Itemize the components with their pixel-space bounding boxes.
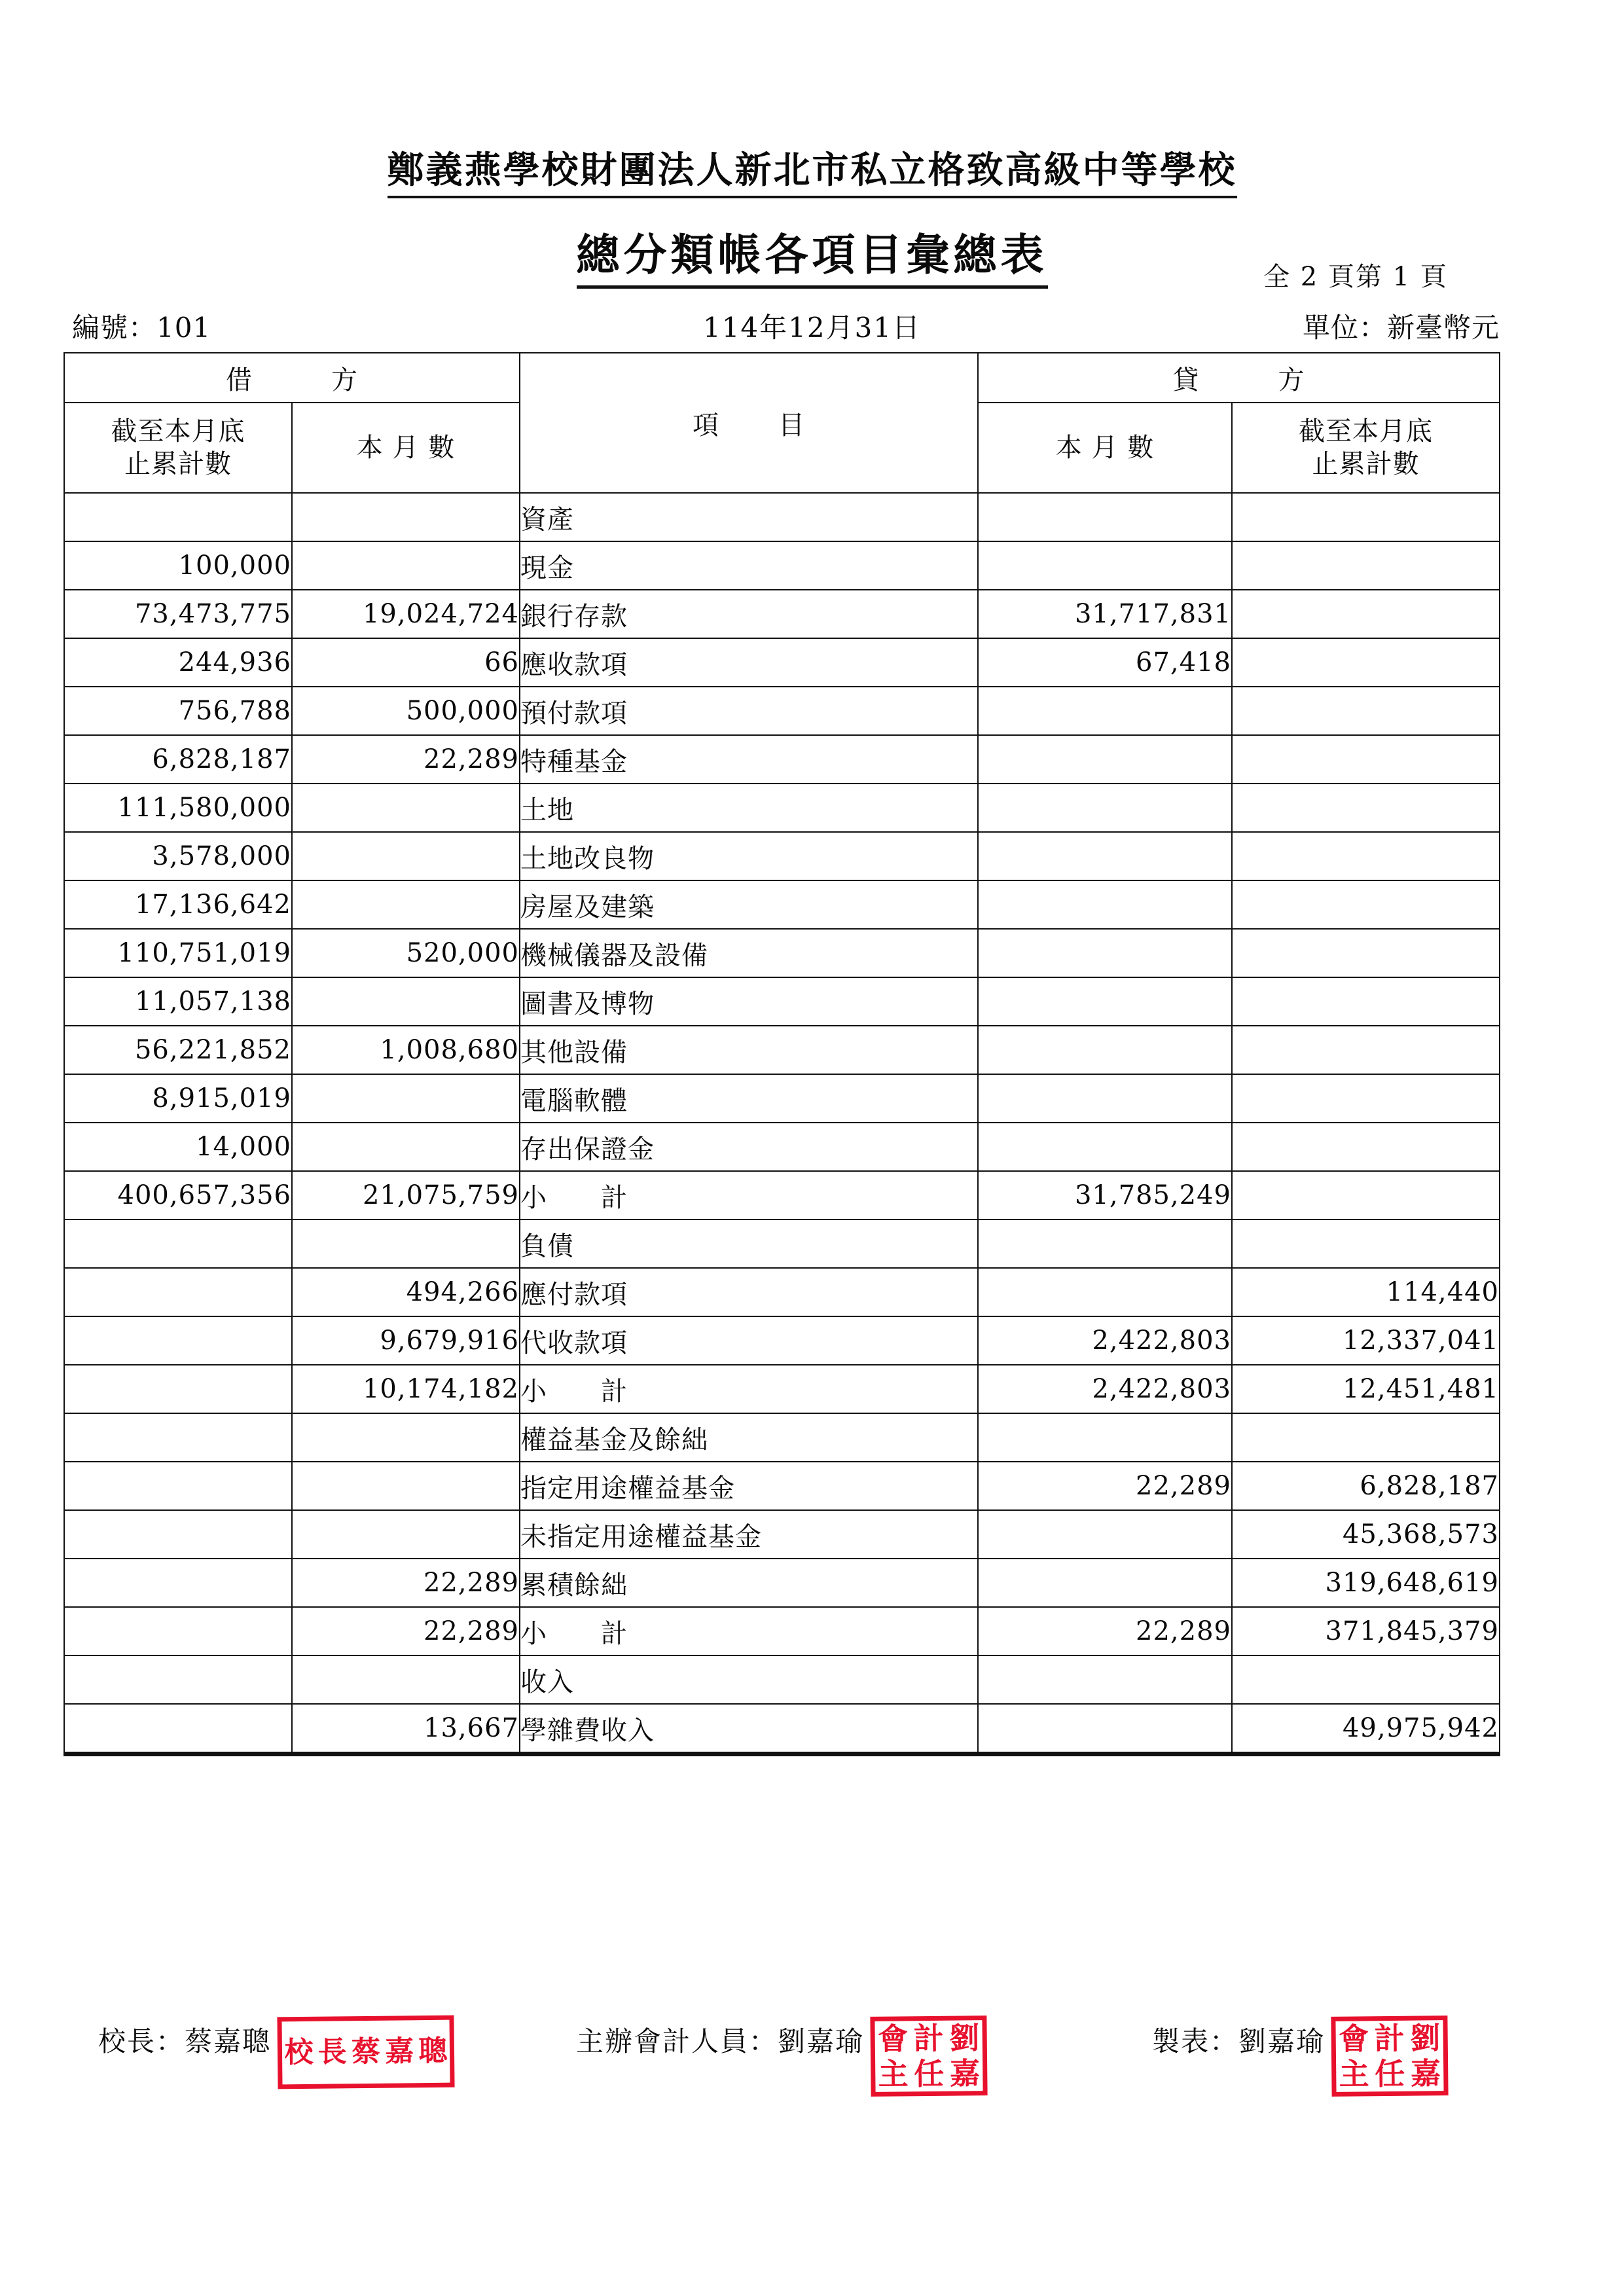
cell-credit-cumulative: 12,337,041: [1232, 1316, 1500, 1365]
seal-char: 劉: [949, 2020, 980, 2056]
form-code: 編號：101: [72, 312, 211, 344]
cell-credit-month: 31,785,249: [978, 1171, 1232, 1220]
table-row: [64, 638, 1500, 687]
cell-item-name: 特種基金: [520, 735, 978, 784]
debit-label: 借: [226, 365, 253, 395]
cell-credit-cumulative: [1232, 687, 1500, 735]
cell-credit-month: [978, 1268, 1232, 1316]
cell-credit-cumulative: [1232, 1655, 1500, 1704]
preparer-label: 製表：劉嘉瑜: [1152, 2025, 1326, 2057]
table-body: [64, 493, 1500, 1754]
cell-credit-cumulative: 114,440: [1232, 1268, 1500, 1316]
cell-item-name: 土地改良物: [520, 832, 978, 880]
cell-debit-cumulative: [64, 1268, 292, 1316]
table-row: [64, 1704, 1500, 1754]
table-row: [64, 1171, 1500, 1220]
cell-debit-cumulative: 100,000: [64, 541, 292, 590]
cell-credit-cumulative: 45,368,573: [1232, 1510, 1500, 1559]
credit-cum-line1: 截至本月底: [1299, 416, 1433, 446]
signature-principal: [98, 2016, 454, 2088]
item-label-2: 目: [778, 410, 805, 441]
cell-credit-month: 2,422,803: [978, 1316, 1232, 1365]
cell-credit-month: 22,289: [978, 1462, 1232, 1510]
table-row: [64, 1268, 1500, 1316]
cell-debit-month: 22,289: [292, 735, 520, 784]
credit-label-2: 方: [1278, 365, 1305, 395]
table-row: [64, 1365, 1500, 1413]
cell-debit-month: [292, 977, 520, 1026]
cell-item-name: 預付款項: [520, 687, 978, 735]
seal-char: 長: [317, 2035, 348, 2069]
column-group-credit: [978, 353, 1500, 403]
cell-credit-cumulative: 6,828,187: [1232, 1462, 1500, 1510]
principal-seal-stamp: [277, 2015, 454, 2089]
ledger-table-container: [63, 352, 1499, 1756]
cell-debit-cumulative: [64, 1655, 292, 1704]
cell-credit-month: [978, 493, 1232, 541]
seal-char: 任: [914, 2055, 945, 2092]
page-count: 全 2 頁第 1 頁: [1263, 262, 1448, 292]
table-row: [64, 493, 1500, 541]
ledger-table: [63, 352, 1500, 1756]
cell-debit-cumulative: 56,221,852: [64, 1026, 292, 1074]
cell-debit-cumulative: 110,751,019: [64, 929, 292, 977]
cell-item-name: 應收款項: [520, 638, 978, 687]
cell-debit-month: 19,024,724: [292, 590, 520, 638]
table-row: [64, 1220, 1500, 1268]
seal-char: 聰: [418, 2034, 448, 2069]
cell-credit-month: [978, 929, 1232, 977]
cell-credit-month: [978, 1655, 1232, 1704]
column-header-debit-cumulative: [64, 403, 292, 493]
cell-credit-month: [978, 735, 1232, 784]
cell-item-name: 電腦軟體: [520, 1074, 978, 1123]
table-row: [64, 735, 1500, 784]
seal-char: 會: [1338, 2021, 1369, 2057]
cell-item-subtotal: 小 計: [520, 1171, 978, 1220]
principal-label: 校長：蔡嘉聰: [98, 2025, 272, 2057]
cell-credit-month: [978, 687, 1232, 735]
cell-item-name: 土地: [520, 784, 978, 832]
seal-char: 嘉: [1410, 2055, 1441, 2091]
table-row: [64, 1607, 1500, 1655]
signature-row: [0, 2016, 1624, 2186]
cell-credit-month: [978, 1704, 1232, 1754]
cell-item-subtotal: 小 計: [520, 1607, 978, 1655]
cell-credit-month: [978, 977, 1232, 1026]
cell-credit-cumulative: [1232, 493, 1500, 541]
column-header-credit-cumulative: [1232, 403, 1500, 493]
cell-debit-month: 9,679,916: [292, 1316, 520, 1365]
debit-cum-line2: 止累計數: [124, 449, 232, 479]
cell-credit-month: 67,418: [978, 638, 1232, 687]
cell-debit-cumulative: [64, 1559, 292, 1607]
seal-char: 劉: [1410, 2020, 1441, 2056]
cell-credit-cumulative: [1232, 541, 1500, 590]
cell-debit-cumulative: [64, 1220, 292, 1268]
seal-char: 計: [913, 2020, 944, 2057]
cell-debit-cumulative: 3,578,000: [64, 832, 292, 880]
accountant-seal-stamp: [870, 2015, 987, 2097]
cell-credit-cumulative: [1232, 638, 1500, 687]
cell-credit-month: 31,717,831: [978, 590, 1232, 638]
cell-credit-month: [978, 832, 1232, 880]
cell-credit-cumulative: 319,648,619: [1232, 1559, 1500, 1607]
table-row: [64, 541, 1500, 590]
cell-item-subtotal: 小 計: [520, 1365, 978, 1413]
table-row: [64, 1123, 1500, 1171]
cell-item-name: 應付款項: [520, 1268, 978, 1316]
cell-debit-month: [292, 493, 520, 541]
cell-credit-cumulative: [1232, 735, 1500, 784]
table-row: [64, 1074, 1500, 1123]
cell-debit-cumulative: 400,657,356: [64, 1171, 292, 1220]
cell-debit-cumulative: 244,936: [64, 638, 292, 687]
cell-debit-month: [292, 1655, 520, 1704]
cell-credit-cumulative: [1232, 832, 1500, 880]
table-row: [64, 784, 1500, 832]
cell-debit-cumulative: 17,136,642: [64, 880, 292, 929]
cell-item-name: 銀行存款: [520, 590, 978, 638]
item-label-1: 項: [693, 410, 719, 441]
seal-char: 嘉: [949, 2055, 981, 2091]
credit-cum-line2: 止累計數: [1312, 449, 1420, 479]
cell-debit-cumulative: 8,915,019: [64, 1074, 292, 1123]
cell-item-name: 負債: [520, 1220, 978, 1268]
cell-debit-cumulative: [64, 1413, 292, 1462]
cell-credit-month: [978, 880, 1232, 929]
seal-char: 主: [1339, 2056, 1369, 2092]
cell-debit-month: 22,289: [292, 1559, 520, 1607]
meta-row: [0, 306, 1624, 346]
cell-debit-cumulative: [64, 1462, 292, 1510]
cell-debit-cumulative: 11,057,138: [64, 977, 292, 1026]
cell-debit-cumulative: [64, 1607, 292, 1655]
organization-title-text: 鄭義燕學校財團法人新北市私立格致高級中等學校: [388, 149, 1237, 198]
cell-debit-month: 21,075,759: [292, 1171, 520, 1220]
cell-credit-month: [978, 1123, 1232, 1171]
cell-credit-month: 2,422,803: [978, 1365, 1232, 1413]
table-row: [64, 687, 1500, 735]
cell-credit-cumulative: 12,451,481: [1232, 1365, 1500, 1413]
currency-unit: 單位：新臺幣元: [1302, 312, 1500, 344]
cell-item-name: 累積餘絀: [520, 1559, 978, 1607]
cell-debit-month: 13,667: [292, 1704, 520, 1754]
cell-credit-month: [978, 1026, 1232, 1074]
cell-debit-cumulative: [64, 1365, 292, 1413]
report-date: 114年12月31日: [702, 312, 922, 344]
cell-item-name: 學雜費收入: [520, 1704, 978, 1754]
cell-debit-month: 1,008,680: [292, 1026, 520, 1074]
table-row: [64, 929, 1500, 977]
table-header-group-row: [64, 353, 1500, 403]
cell-credit-cumulative: [1232, 1123, 1500, 1171]
cell-credit-cumulative: 371,845,379: [1232, 1607, 1500, 1655]
cell-debit-month: [292, 880, 520, 929]
seal-char: 會: [877, 2021, 909, 2057]
cell-debit-month: [292, 1462, 520, 1510]
table-row: [64, 1462, 1500, 1510]
table-row: [64, 977, 1500, 1026]
cell-debit-month: 500,000: [292, 687, 520, 735]
cell-debit-month: 22,289: [292, 1607, 520, 1655]
cell-item-name: 未指定用途權益基金: [520, 1510, 978, 1559]
cell-item-name: 權益基金及餘絀: [520, 1413, 978, 1462]
cell-debit-month: [292, 541, 520, 590]
cell-debit-month: 520,000: [292, 929, 520, 977]
cell-item-name: 房屋及建築: [520, 880, 978, 929]
cell-debit-cumulative: 14,000: [64, 1123, 292, 1171]
cell-credit-month: [978, 1559, 1232, 1607]
cell-credit-cumulative: [1232, 1026, 1500, 1074]
seal-char: 蔡: [351, 2034, 381, 2069]
table-row: [64, 1026, 1500, 1074]
cell-credit-cumulative: [1232, 880, 1500, 929]
cell-credit-month: [978, 1220, 1232, 1268]
organization-title: [0, 141, 1624, 194]
cell-debit-cumulative: 756,788: [64, 687, 292, 735]
cell-credit-cumulative: [1232, 1413, 1500, 1462]
cell-debit-month: 66: [292, 638, 520, 687]
cell-credit-cumulative: [1232, 1220, 1500, 1268]
cell-credit-cumulative: [1232, 784, 1500, 832]
cell-credit-cumulative: [1232, 977, 1500, 1026]
seal-char: 計: [1374, 2020, 1405, 2057]
signature-preparer: [1152, 2016, 1448, 2096]
seal-char: 校: [284, 2035, 314, 2070]
cell-debit-month: [292, 1510, 520, 1559]
cell-debit-cumulative: [64, 1510, 292, 1559]
cell-credit-cumulative: [1232, 1171, 1500, 1220]
cell-item-name: 圖書及博物: [520, 977, 978, 1026]
cell-credit-cumulative: [1232, 590, 1500, 638]
credit-label: 貸: [1172, 365, 1200, 395]
cell-item-name: 機械儀器及設備: [520, 929, 978, 977]
signature-accountant: [576, 2016, 987, 2096]
table-row: [64, 590, 1500, 638]
cell-credit-month: [978, 1074, 1232, 1123]
column-header-debit-month: 本 月 數: [292, 403, 520, 493]
cell-credit-month: 22,289: [978, 1607, 1232, 1655]
cell-debit-cumulative: [64, 493, 292, 541]
debit-label-2: 方: [331, 365, 358, 395]
cell-debit-month: 10,174,182: [292, 1365, 520, 1413]
seal-char: 任: [1375, 2055, 1405, 2092]
cell-item-name: 指定用途權益基金: [520, 1462, 978, 1510]
cell-credit-cumulative: [1232, 929, 1500, 977]
table-row: [64, 1655, 1500, 1704]
cell-item-name: 代收款項: [520, 1316, 978, 1365]
cell-credit-month: [978, 1510, 1232, 1559]
table-row: [64, 1559, 1500, 1607]
column-header-credit-month: 本 月 數: [978, 403, 1232, 493]
debit-cum-line1: 截至本月底: [111, 416, 245, 446]
cell-item-name: 現金: [520, 541, 978, 590]
cell-debit-month: [292, 1123, 520, 1171]
table-row: [64, 1316, 1500, 1365]
cell-debit-month: [292, 784, 520, 832]
cell-credit-cumulative: [1232, 1074, 1500, 1123]
cell-item-name: 收入: [520, 1655, 978, 1704]
cell-debit-cumulative: 73,473,775: [64, 590, 292, 638]
cell-debit-month: 494,266: [292, 1268, 520, 1316]
cell-credit-month: [978, 541, 1232, 590]
cell-debit-month: [292, 1220, 520, 1268]
accountant-label: 主辦會計人員：劉嘉瑜: [576, 2025, 865, 2057]
cell-credit-month: [978, 1413, 1232, 1462]
cell-debit-month: [292, 1074, 520, 1123]
cell-credit-cumulative: 49,975,942: [1232, 1704, 1500, 1754]
cell-credit-month: [978, 784, 1232, 832]
table-row: [64, 832, 1500, 880]
table-header: [64, 353, 1500, 493]
cell-debit-month: [292, 1413, 520, 1462]
seal-char: 嘉: [384, 2034, 414, 2069]
seal-char: 主: [878, 2056, 909, 2092]
table-row: [64, 880, 1500, 929]
cell-item-name: 資產: [520, 493, 978, 541]
cell-debit-cumulative: [64, 1316, 292, 1365]
cell-debit-month: [292, 832, 520, 880]
column-header-item: [520, 353, 978, 493]
cell-item-name: 存出保證金: [520, 1123, 978, 1171]
cell-debit-cumulative: [64, 1704, 292, 1754]
column-group-debit: [64, 353, 520, 403]
preparer-seal-stamp: [1331, 2015, 1448, 2097]
cell-item-name: 其他設備: [520, 1026, 978, 1074]
cell-debit-cumulative: 111,580,000: [64, 784, 292, 832]
document-title-text: 總分類帳各項目彙總表: [577, 229, 1048, 289]
cell-debit-cumulative: 6,828,187: [64, 735, 292, 784]
table-row: [64, 1510, 1500, 1559]
table-row: [64, 1413, 1500, 1462]
